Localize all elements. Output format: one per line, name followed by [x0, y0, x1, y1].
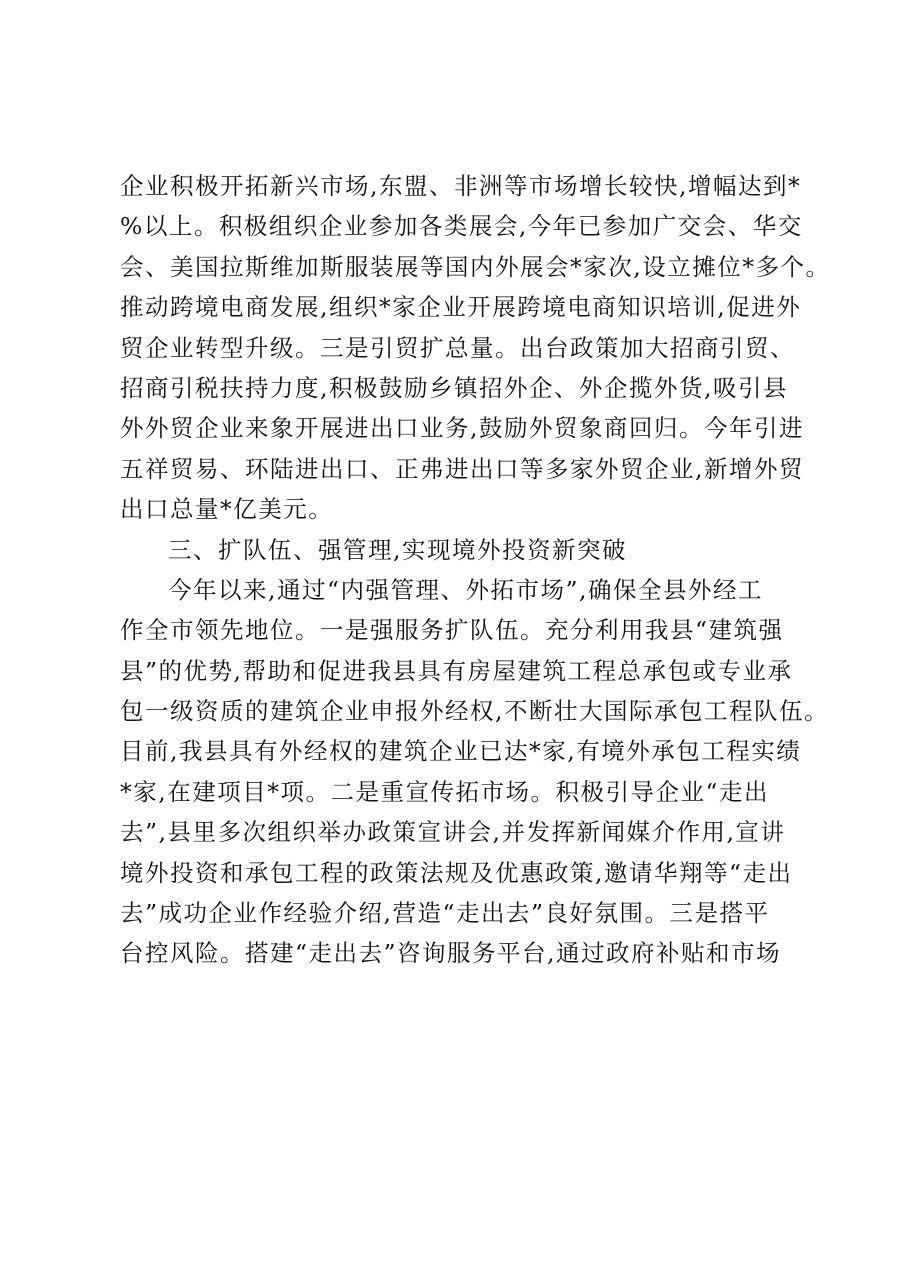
paragraph-line: %以上。积极组织企业参加各类展会,今年已参加广交会、华交	[120, 212, 803, 241]
paragraph-line: 作全市领先地位。一是强服务扩队伍。充分利用我县“建筑强	[120, 616, 784, 645]
document-body	[120, 166, 831, 974]
paragraph-line: 招商引税扶持力度,积极鼓励乡镇招外企、外企揽外货,吸引县	[120, 373, 788, 402]
paragraph-line: 去”成功企业作经验介绍,营造“走出去”良好氛围。三是搭平	[120, 899, 770, 928]
paragraph-line: 五祥贸易、环陆进出口、正弗进出口等多家外贸企业,新增外贸	[120, 454, 804, 483]
paragraph-line: 台控风险。搭建“走出去”咨询服务平台,通过政府补贴和市场	[120, 939, 781, 968]
paragraph-line: 今年以来,通过“内强管理、外拓市场”,确保全县外经工	[168, 575, 763, 604]
section-heading: 三、扩队伍、强管理,实现境外投资新突破	[168, 535, 627, 564]
paragraph-line: 去”,县里多次组织举办政策宣讲会,并发挥新闻媒介作用,宣讲	[120, 818, 786, 847]
paragraph-line: *家,在建项目*项。二是重宣传拓市场。积极引导企业“走出	[120, 777, 769, 806]
paragraph-line: 会、美国拉斯维加斯服装展等国内外展会*家次,设立摊位*多个。	[120, 252, 831, 281]
paragraph-line: 贸企业转型升级。三是引贸扩总量。出台政策加大招商引贸、	[120, 333, 795, 362]
paragraph-line: 外外贸企业来象开展进出口业务,鼓励外贸象商回归。今年引进	[120, 414, 804, 443]
paragraph-line: 推动跨境电商发展,组织*家企业开展跨境电商知识培训,促进外	[120, 293, 802, 322]
paragraph-line: 企业积极开拓新兴市场,东盟、非洲等市场增长较快,增幅达到*	[120, 172, 802, 200]
paragraph-line: 境外投资和承包工程的政策法规及优惠政策,邀请华翔等“走出	[120, 858, 793, 887]
paragraph-line: 包一级资质的建筑企业申报外经权,不断壮大国际承包工程队伍。	[120, 697, 829, 726]
paragraph-line: 出口总量*亿美元。	[120, 495, 334, 524]
paragraph-line: 目前,我县具有外经权的建筑企业已达*家,有境外承包工程实绩	[120, 737, 802, 766]
paragraph-line: 县”的优势,帮助和促进我县具有房屋建筑工程总承包或专业承	[120, 656, 793, 685]
